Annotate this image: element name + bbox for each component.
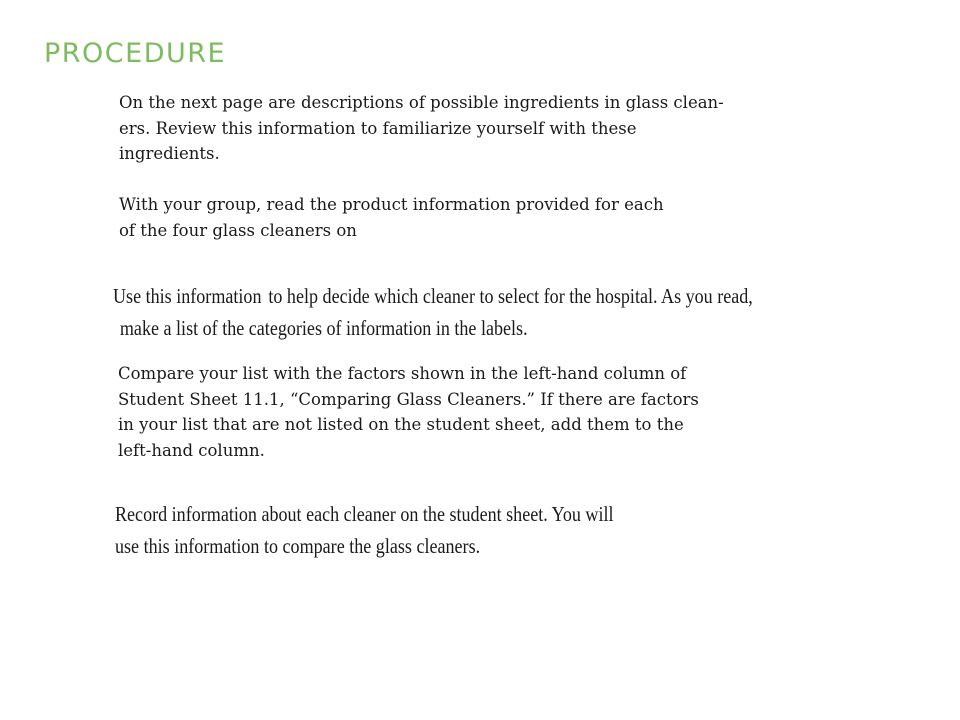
paragraph-line: in your list that are not listed on the student sheet, add them to the [118, 415, 684, 434]
paragraph-line: make a list of the categories of information in the labels. [119, 316, 528, 340]
paragraph-line: On the next page are descriptions of possible ingredients in glass clean- [119, 93, 724, 112]
paragraph-line: Student Sheet 11.1, “Comparing Glass Cleaners.” If there are factors [118, 389, 699, 409]
page-title: PROCEDURE [44, 38, 227, 69]
paragraph-line: Compare your list with the factors shown in the left-hand column of [118, 364, 687, 383]
paragraph-fragment: Use this information [113, 284, 262, 308]
paragraph-fragment: to help decide which cleaner to select for the hospital. As you read, [268, 284, 753, 308]
paragraph-compare-list [118, 361, 699, 463]
paragraph-line: Record information about each cleaner on the student sheet. You will [115, 502, 614, 526]
paragraph-record-information [115, 498, 614, 562]
paragraph-line: left-hand column. [118, 440, 265, 460]
paragraph-line: With your group, read the product information provided for each [119, 195, 664, 214]
paragraph-use-information [113, 280, 753, 344]
paragraph-line: ingredients. [119, 144, 220, 163]
paragraph-product-info [119, 192, 664, 243]
paragraph-line: of the four glass cleaners on [119, 220, 357, 240]
paragraph-line [113, 280, 753, 312]
paragraph-line: ers. Review this information to familiarize yourself with these [119, 118, 637, 138]
paragraph-ingredients [119, 90, 724, 167]
paragraph-line: use this information to compare the glass cleaners. [115, 534, 481, 558]
